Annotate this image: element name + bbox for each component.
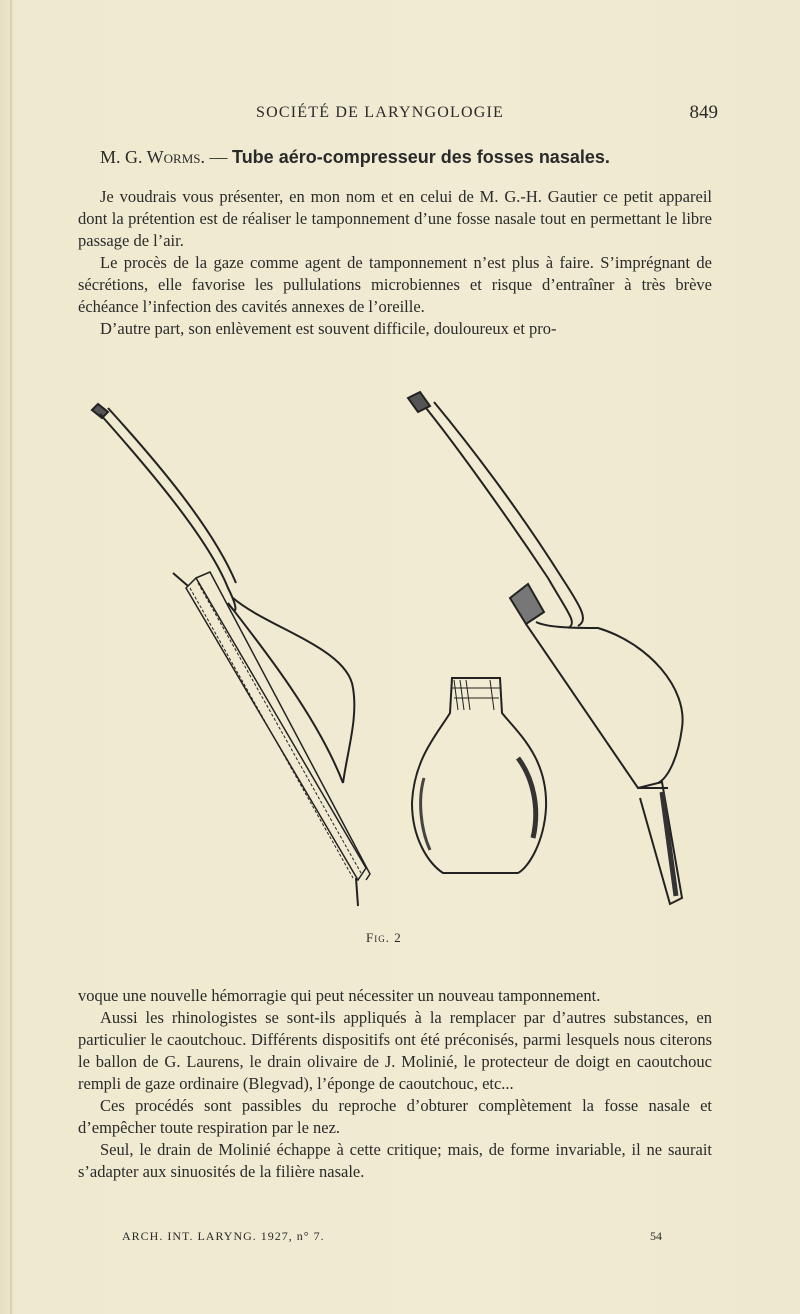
body-text-top [78,186,712,340]
page-footer [122,1229,662,1244]
article-author: M. G. Worms. — [100,147,228,167]
signature-mark: 54 [650,1229,662,1243]
paragraph: Seul, le drain de Molinié échappe à cette critique; mais, de forme invariable, il ne saurait s’adapter aux sinuosités de la filière nasale. [78,1140,712,1181]
article-heading [100,147,740,168]
figure-caption: Fig. 2 [366,930,402,945]
page-edge [10,0,12,1314]
paragraph: D’autre part, son enlèvement est souvent difficile, douloureux et pro- [100,319,557,338]
page-number: 849 [689,102,718,123]
journal-reference: ARCH. INT. LARYNG. 1927, n° 7. [122,1229,325,1243]
article-title: Tube aéro-compresseur des fosses nasales. [232,147,610,167]
paragraph: voque une nouvelle hémorragie qui peut nécessiter un nouveau tamponnement. [78,986,601,1005]
paragraph: Aussi les rhinologistes se sont-ils appliqués à la remplacer par d’autres substances, en particulier le caoutchouc. Différents dispositifs ont été préconisés, parmi lesquels nous citerons le ballon de G. Laurens, le drain olivaire de J. Molinié, le protecteur de doigt en caoutchouc rempli de gaze ordinaire (Blegvad), l’éponge de caoutchouc, etc... [78,1008,712,1093]
paragraph: Le procès de la gaze comme agent de tamponnement n’est plus à faire. S’imprégnant de sécrétions, elle favorise les pullulations microbiennes et risque d’entraîner à très brève échéance l’infection des cavités annexes de l’oreille. [78,253,712,316]
paragraph: Je voudrais vous présenter, en mon nom et en celui de M. G.-H. Gautier ce petit appareil dont la prétention est de réaliser le tamponnement d’une fosse nasale tout en permettant le libre passage de l’air. [78,187,712,250]
figure-illustration [78,388,718,948]
tube-apparatus-drawing [78,388,718,928]
running-head [78,104,718,128]
body-text-bottom [78,985,712,1183]
running-head-title: SOCIÉTÉ DE LARYNGOLOGIE [256,104,505,121]
paragraph: Ces procédés sont passibles du reproche d’obturer complètement la fosse nasale et d’empêcher toute respiration par le nez. [78,1096,712,1137]
